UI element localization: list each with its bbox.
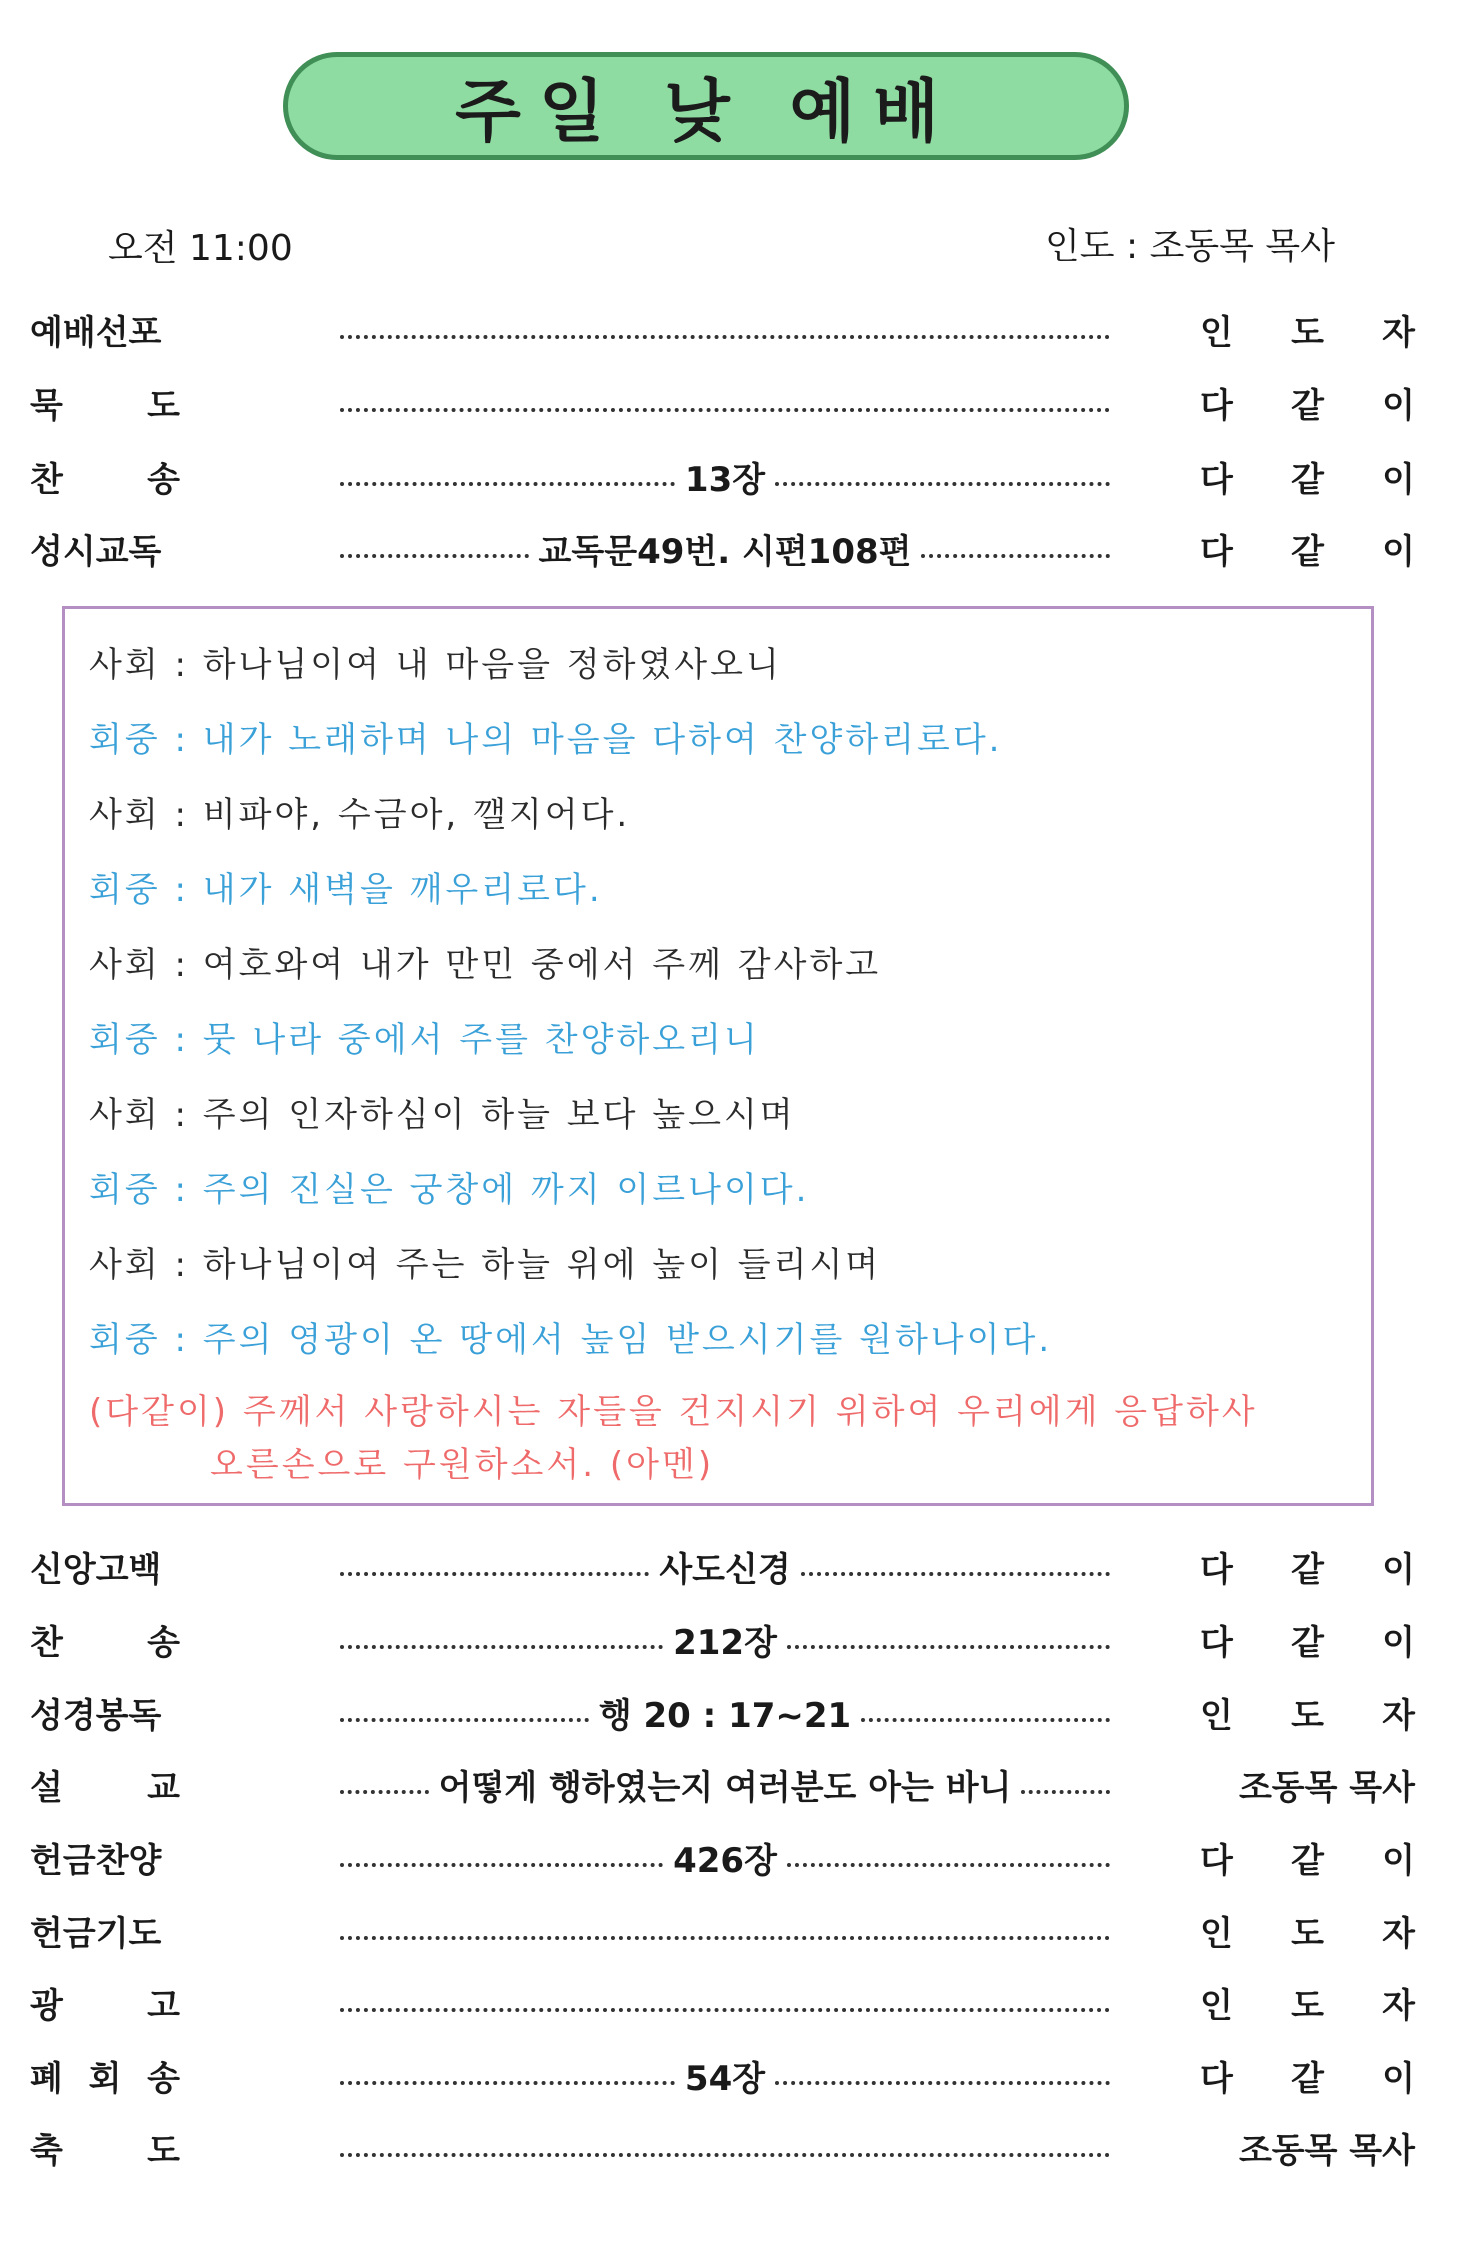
dot-fill [921, 554, 1110, 558]
order-label: 신앙고백 [30, 1550, 162, 1590]
dot-fill [1021, 1790, 1110, 1794]
order-responsible: 다 같 이 [1200, 460, 1415, 500]
responsive-reading-box [62, 606, 1374, 1506]
dot-fill [787, 1645, 1110, 1649]
order-responsible: 다 같 이 [1200, 2059, 1415, 2099]
order-row [30, 2123, 1415, 2173]
dot-fill [340, 1718, 589, 1722]
order-detail: 행 20 : 17~21 [598, 1695, 852, 1736]
order-row [30, 1833, 1415, 1883]
order-row [30, 1978, 1415, 2028]
reading-line-congregation: 회중 : 주의 영광이 온 땅에서 높임 받으시기를 원하나이다. [89, 1320, 1053, 1360]
order-detail: 54장 [684, 2058, 766, 2099]
order-responsible: 다 같 이 [1200, 1841, 1415, 1881]
order-label: 찬 송 [30, 460, 180, 500]
reading-line-congregation: 회중 : 주의 진실은 궁창에 까지 이르나이다. [89, 1170, 810, 1210]
order-responsible: 인 도 자 [1200, 313, 1415, 353]
order-responsible: 인 도 자 [1200, 1914, 1415, 1954]
dot-leader [330, 1764, 1120, 1808]
dot-fill [340, 1936, 1110, 1940]
title-banner [283, 52, 1129, 160]
order-label: 폐 회 송 [30, 2059, 180, 2099]
dot-leader [330, 456, 1120, 500]
order-responsible: 인 도 자 [1200, 1986, 1415, 2026]
order-detail: 교독문49번. 시편108편 [538, 531, 912, 572]
reading-line-congregation: 회중 : 내가 새벽을 깨우리로다. [89, 870, 603, 910]
order-row [30, 1760, 1415, 1810]
dot-fill [340, 554, 529, 558]
dot-leader [330, 1837, 1120, 1881]
dot-fill [340, 2081, 675, 2085]
order-responsible: 다 같 이 [1200, 1550, 1415, 1590]
order-label: 광 고 [30, 1986, 180, 2026]
order-responsible: 다 같 이 [1200, 532, 1415, 572]
dot-fill [340, 1863, 663, 1867]
order-row [30, 1615, 1415, 1665]
dot-leader [330, 1546, 1120, 1590]
dot-fill [340, 1645, 663, 1649]
order-row [30, 1688, 1415, 1738]
dot-fill [340, 2008, 1110, 2012]
dot-fill [775, 482, 1110, 486]
order-label: 축 도 [30, 2131, 180, 2171]
order-label: 성경봉독 [30, 1696, 162, 1736]
dot-fill [340, 408, 1110, 412]
order-responsible: 다 같 이 [1200, 1623, 1415, 1663]
order-detail: 13장 [684, 459, 766, 500]
dot-fill [787, 1863, 1110, 1867]
dot-fill [861, 1718, 1110, 1722]
order-row [30, 452, 1415, 502]
page-title: 주일 낮 예배 [455, 72, 957, 152]
dot-leader [330, 528, 1120, 572]
order-detail: 212장 [673, 1622, 777, 1663]
dot-leader [330, 1619, 1120, 1663]
order-label: 성시교독 [30, 532, 162, 572]
order-detail: 어떻게 행하였는지 여러분도 아는 바니 [438, 1767, 1012, 1808]
order-label: 헌금기도 [30, 1914, 162, 1954]
dot-leader [330, 382, 1120, 422]
order-responsible: 다 같 이 [1200, 386, 1415, 426]
reading-line-all: 오른손으로 구원하소서. (아멘) [210, 1445, 715, 1485]
order-label: 설 교 [30, 1768, 180, 1808]
order-row [30, 378, 1415, 428]
order-row [30, 1906, 1415, 1956]
order-detail: 426장 [673, 1840, 777, 1881]
reading-line-leader: 사회 : 여호와여 내가 만민 중에서 주께 감사하고 [89, 945, 882, 985]
dot-leader [330, 1982, 1120, 2022]
dot-leader [330, 2127, 1120, 2167]
order-row [30, 2051, 1415, 2101]
reading-line-congregation: 회중 : 내가 노래하며 나의 마음을 다하여 찬양하리로다. [89, 720, 1003, 760]
order-responsible: 인 도 자 [1200, 1696, 1415, 1736]
reading-line-all: (다같이) 주께서 사랑하시는 자들을 건지시기 위하여 우리에게 응답하사 [89, 1392, 1258, 1432]
order-label: 헌금찬양 [30, 1841, 162, 1881]
service-time: 오전 11:00 [108, 228, 293, 269]
order-row [30, 305, 1415, 355]
order-responsible: 조동목 목사 [1238, 1768, 1415, 1808]
reading-line-leader: 사회 : 하나님이여 내 마음을 정하였사오니 [89, 645, 782, 685]
order-detail: 사도신경 [659, 1549, 791, 1590]
service-leader: 인도 : 조동목 목사 [1045, 226, 1335, 267]
reading-line-leader: 사회 : 비파야, 수금아, 깰지어다. [89, 795, 631, 835]
order-responsible: 조동목 목사 [1238, 2131, 1415, 2171]
reading-line-congregation: 회중 : 뭇 나라 중에서 주를 찬양하오리니 [89, 1020, 760, 1060]
order-row [30, 524, 1415, 574]
order-label: 예배선포 [30, 313, 162, 353]
dot-leader [330, 309, 1120, 349]
dot-leader [330, 1692, 1120, 1736]
order-row [30, 1542, 1415, 1592]
dot-leader [330, 1910, 1120, 1950]
dot-fill [775, 2081, 1110, 2085]
dot-leader [330, 2055, 1120, 2099]
dot-fill [801, 1572, 1110, 1576]
dot-fill [340, 2153, 1110, 2157]
reading-line-leader: 사회 : 주의 인자하심이 하늘 보다 높으시며 [89, 1095, 796, 1135]
reading-line-leader: 사회 : 하나님이여 주는 하늘 위에 높이 들리시며 [89, 1245, 882, 1285]
dot-fill [340, 335, 1110, 339]
dot-fill [340, 1572, 649, 1576]
order-label: 찬 송 [30, 1623, 180, 1663]
dot-fill [340, 1790, 429, 1794]
dot-fill [340, 482, 675, 486]
order-label: 묵 도 [30, 386, 180, 426]
